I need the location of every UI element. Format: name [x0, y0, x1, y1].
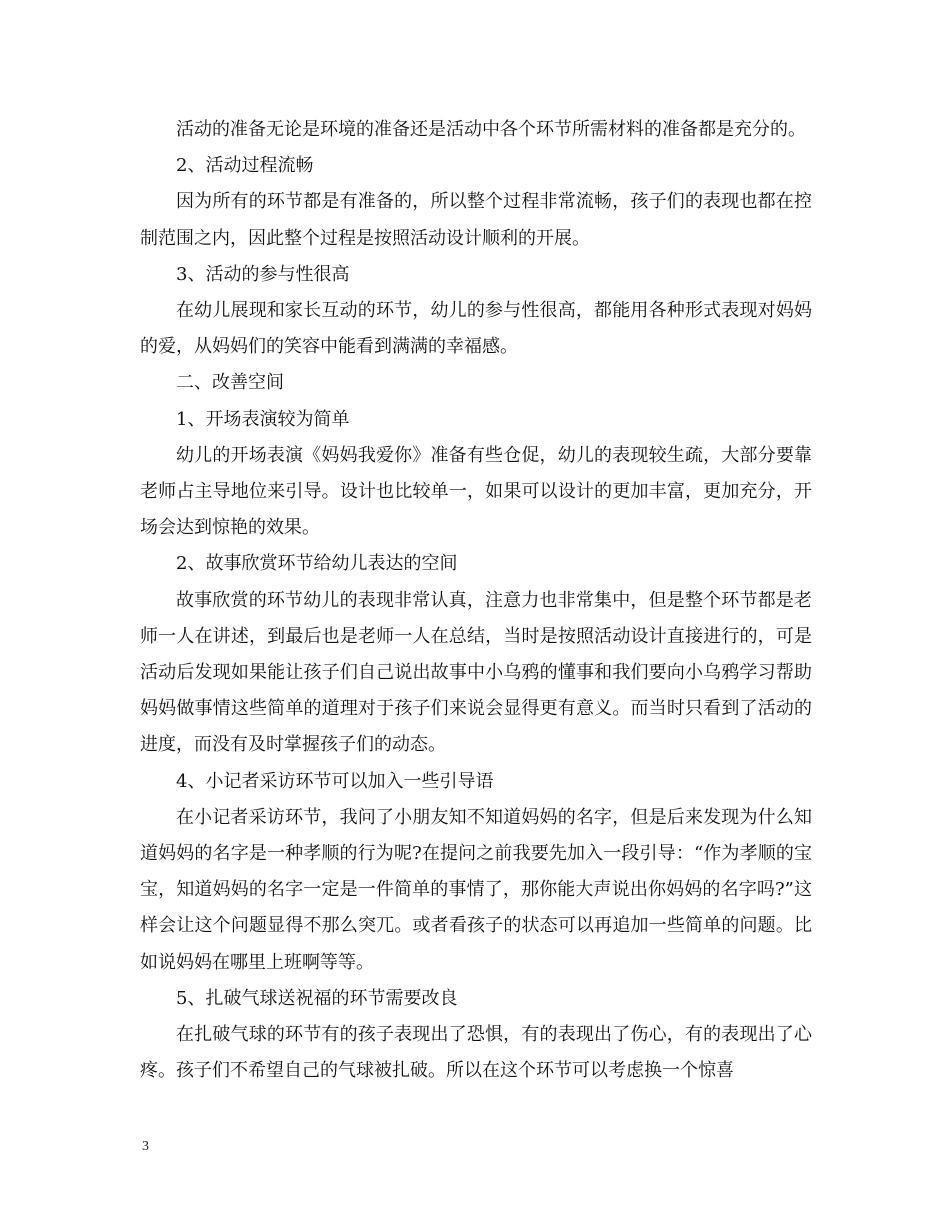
section-heading: 4、小记者采访环节可以加入一些引导语 — [176, 770, 494, 792]
section-heading: 2、活动过程流畅 — [176, 155, 314, 177]
paragraph: 活动的准备无论是环境的准备还是活动中各个环节所需材料的准备都是充分的。 — [176, 119, 806, 140]
section-heading: 1、开场表演较为简单 — [176, 408, 350, 430]
paragraph: 因为所有的环节都是有准备的，所以整个过程非常流畅，孩子们的表现也都在控制范围之内，因此整个过程是按照活动设计顺利的开展。 — [140, 191, 812, 249]
section-heading: 5、扎破气球送祝福的环节需要改良 — [176, 987, 458, 1009]
section-heading: 3、活动的参与性很高 — [176, 263, 350, 285]
paragraph: 幼儿的开场表演《妈妈我爱你》准备有些仓促，幼儿的表现较生疏，大部分要靠老师占主导地位来引导。设计也比较单一，如果可以设计的更加丰富，更加充分，开场会达到惊艳的效果。 — [140, 444, 812, 539]
paragraph: 故事欣赏的环节幼儿的表现非常认真，注意力也非常集中，但是整个环节都是老师一人在讲述，到最后也是老师一人在总结，当时是按照活动设计直接进行的，可是活动后发现如果能让孩子们自己说出故事中小乌鸦的懂事和我们要向小乌鸦学习帮助妈妈做事情这些简单的道理对于孩子们来说会显得更有意义。而当时只看到了活动的进度，而没有及时掌握孩子们的动态。 — [140, 589, 812, 756]
document-body — [140, 112, 812, 1089]
paragraph: 在扎破气球的环节有的孩子表现出了恐惧，有的表现出了伤心，有的表现出了心疼。孩子们不希望自己的气球被扎破。所以在这个环节可以考虑换一个惊喜 — [140, 1024, 812, 1082]
paragraph: 在小记者采访环节，我问了小朋友知不知道妈妈的名字，但是后来发现为什么知道妈妈的名字是一种孝顺的行为呢?在提问之前我要先加入一段引导：“作为孝顺的宝宝，知道妈妈的名字一定是一件简单的事情了，那你能大声说出你妈妈的名字吗?”这样会让这个问题显得不那么突兀。或者看孩子的状态可以再追加一些简单的问题。比如说妈妈在哪里上班啊等等。 — [140, 806, 812, 973]
section-heading: 二、改善空间 — [176, 372, 284, 394]
section-heading: 2、故事欣赏环节给幼儿表达的空间 — [176, 553, 458, 575]
page-number: 3 — [142, 1139, 149, 1154]
paragraph: 在幼儿展现和家长互动的环节，幼儿的参与性很高，都能用各种形式表现对妈妈的爱，从妈妈们的笑容中能看到满满的幸福感。 — [140, 300, 812, 358]
